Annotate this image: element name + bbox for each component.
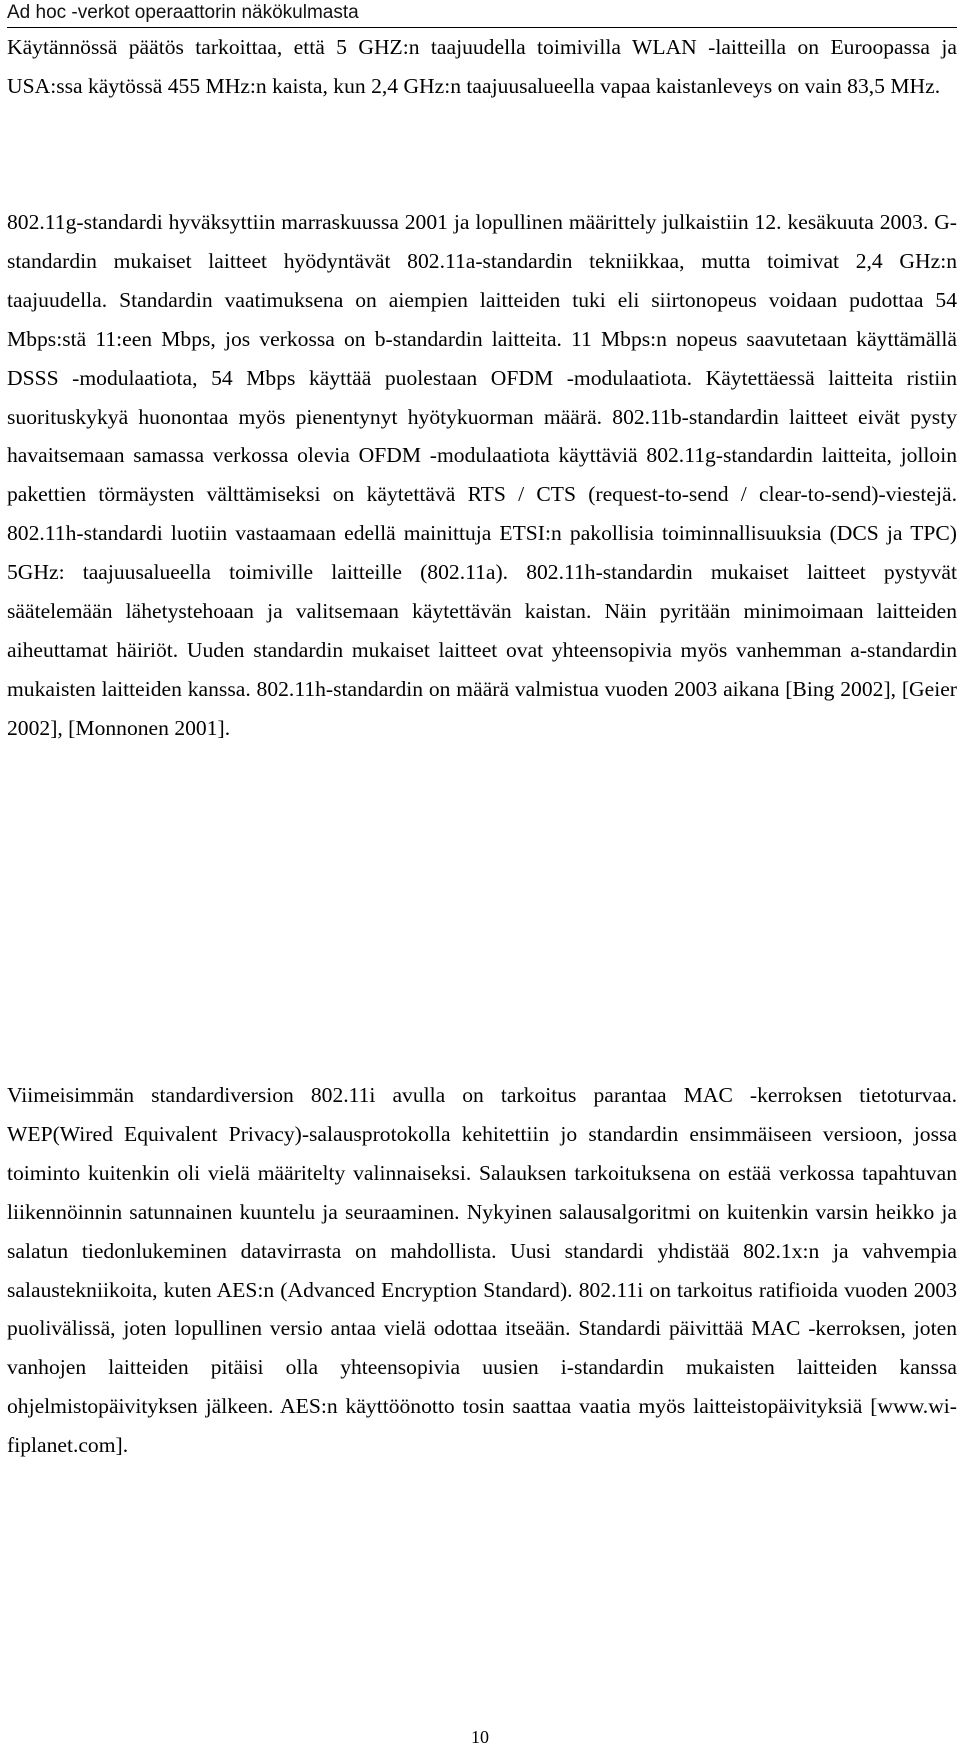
paragraph-802-11g-h: 802.11g-standardi hyväksyttiin marraskuussa 2001 ja lopullinen määrittely julkaistiin 12. kesäkuuta 2003. G-standardin mukaiset laitteet hyödyntävät 802.11a-standardin tekniikkaa, mutta toimivat 2,4 GHz:n taajuudella. Standardin vaatimuksena on aiempien laitteiden tuki eli siirtonopeus voidaan pudottaa 54 Mbps:stä 11:een Mbps, jos verkossa on b-standardin laitteita. 11 Mbps:n nopeus saavutetaan käyttämällä DSSS -modulaatiota, 54 Mbps käyttää puolestaan OFDM -modulaatiota. Käytettäessä laitteita ristiin suorituskykyä huonontaa myös pienentynyt hyötykuorman määrä. 802.11b-standardin laitteet eivät pysty havaitsemaan samassa verkossa olevia OFDM -modulaatiota käyttäviä 802.11g-standardin laitteita, jolloin pakettien törmäysten välttämiseksi on käytettävä RTS / CTS (request-to-send / clear-to-send)-viestejä. 802.11h-standardi luotiin vastaamaan edellä mainittuja ETSI:n pakollisia toiminnallisuuksia (DCS ja TPC) 5GHz: taajuusalueella toimiville laitteille (802.11a). 802.11h-standardin mukaiset laitteet pystyvät säätelemään lähetystehoaan ja valitsemaan käytettävän kaistan. Näin pyritään minimoimaan laitteiden aiheuttamat häiriöt. Uuden standardin mukaiset laitteet ovat yhteensopivia myös vanhemman a-standardin mukaisten laitteiden kanssa. 802.11h-standardin on määrä valmistua vuoden 2003 aikana [Bing 2002], [Geier 2002], [Monnonen 2001]. xyxy=(7,210,957,740)
paragraph-wlan-bandwidth: Käytännössä päätös tarkoittaa, että 5 GHZ:n taajuudella toimivilla WLAN -laitteilla on Euroopassa ja USA:ssa käytössä 455 MHz:n kaista, kun 2,4 GHz:n taajuusalueella vapaa kaistanleveys on vain 83,5 MHz. xyxy=(7,35,957,98)
running-header: Ad hoc -verkot operaattorin näkökulmasta xyxy=(7,0,957,28)
page-number: 10 xyxy=(471,1727,489,1747)
paragraph-802-11i: Viimeisimmän standardiversion 802.11i avulla on tarkoitus parantaa MAC -kerroksen tietoturvaa. WEP(Wired Equivalent Privacy)-salausprotokolla kehitettiin jo standardin ensimmäiseen versioon, jossa toiminto kuitenkin oli vielä määritelty valinnaiseksi. Salauksen tarkoituksena on estää verkossa tapahtuvan liikennöinnin satunnainen kuuntelu ja seuraaminen. Nykyinen salausalgoritmi on kuitenkin varsin heikko ja salatun tiedonlukeminen datavirrasta on mahdollista. Uusi standardi yhdistää 802.1x:n ja vahvempia salaustekniikoita, kuten AES:n (Advanced Encryption Standard). 802.11i on tarkoitus ratifioida vuoden 2003 puolivälissä, joten lopullinen versio antaa vielä odottaa itseään. Standardi päivittää MAC -kerroksen, joten vanhojen laitteiden pitäisi olla yhteensopivia uusien i-standardin mukaisten laitteiden kanssa ohjelmistopäivityksen jälkeen. AES:n käyttöönotto tosin saattaa vaatia myös laitteistopäivityksiä [www.wi-fiplanet.com]. xyxy=(7,1083,957,1458)
